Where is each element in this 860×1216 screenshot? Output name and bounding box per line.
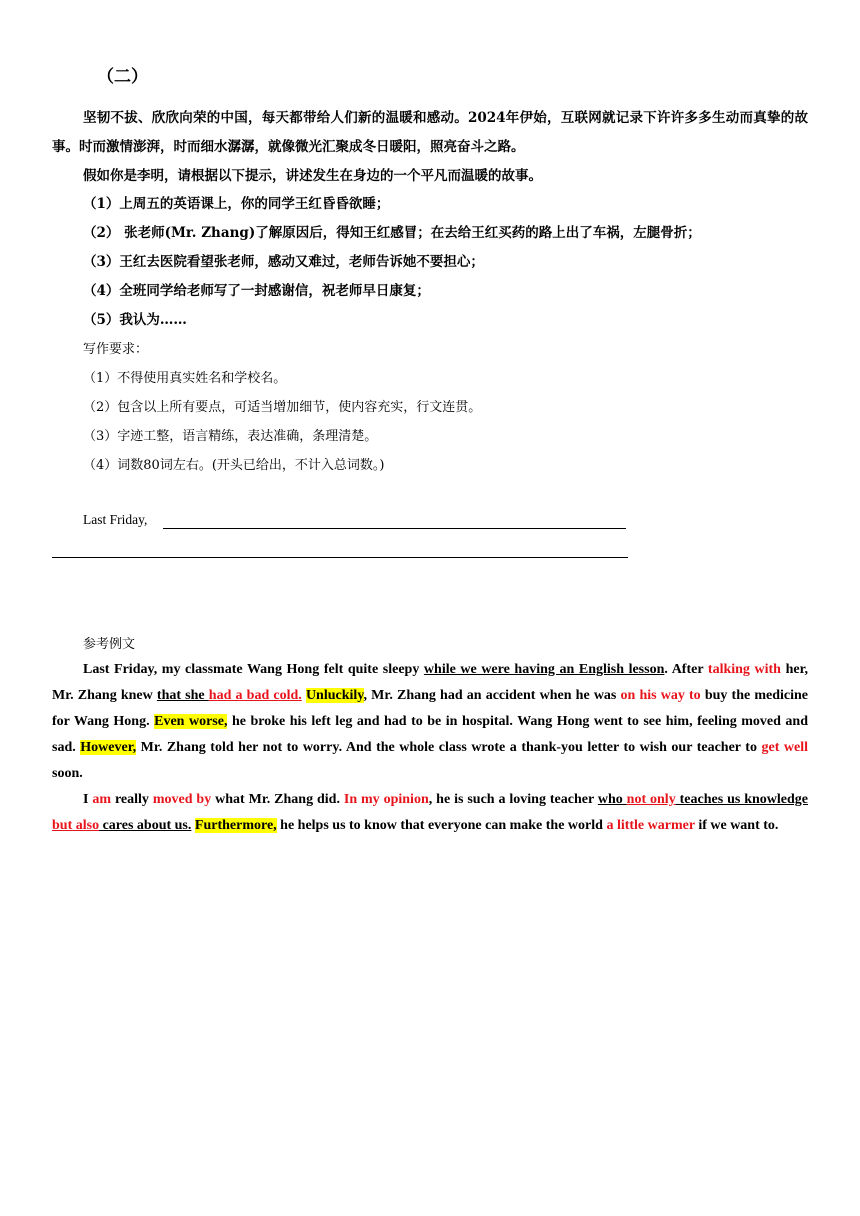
prompt-list	[83, 190, 803, 335]
essay-text: what Mr. Zhang did.	[211, 792, 344, 807]
section-title: （二）	[97, 67, 148, 87]
key-phrase: In my opinion	[343, 792, 429, 807]
prompt-item: （2） 张老师(Mr. Zhang)了解原因后，得知王红感冒；在去给王红买药的路上出了车祸，左腿骨折；	[83, 225, 701, 241]
essay-text: soon.	[52, 766, 83, 781]
highlighted-transition: Even worse,	[154, 714, 228, 729]
answer-line-2	[52, 557, 628, 558]
essay-text: he broke his left leg and had to be in hospital. Wang Hong went to see him, feeling moved and sad.	[52, 714, 809, 755]
underlined-clause: who	[597, 792, 627, 807]
underlined-clause: while we were having an English lesson	[423, 662, 665, 677]
essay-text: I	[83, 792, 93, 807]
essay-text: really	[111, 792, 153, 807]
intro-paragraph-2: 假如你是李明，请根据以下提示，讲述发生在身边的一个平凡而温暖的故事。	[83, 168, 542, 184]
prompt-item: （3）王红去医院看望张老师，感动又难过，老师告诉她不要担心；	[83, 254, 484, 270]
answer-line-1	[163, 528, 626, 529]
essay-text: he helps us to know that everyone can make the world	[276, 818, 607, 833]
key-phrase: a little warmer	[606, 818, 695, 833]
essay-text: Mr. Zhang told her not to worry. And the whole class wrote a thank-you letter to wish our teacher to	[136, 740, 762, 755]
key-phrase-underlined: not only	[626, 792, 676, 807]
requirement-item: （2）包含以上所有要点，可适当增加细节，使内容充实，行文连贯。	[83, 400, 482, 415]
prompt-item: （5）我认为……	[83, 312, 187, 328]
key-phrase-underlined: but also	[52, 818, 100, 833]
writing-requirements	[83, 335, 803, 480]
prompt-item: （1）上周五的英语课上，你的同学王红昏昏欲睡；	[83, 196, 390, 212]
essay-start-prompt: Last Friday,	[83, 512, 148, 527]
key-phrase: get well	[761, 740, 809, 755]
requirement-item: （4）词数80词左右。(开头已给出，不计入总词数。)	[83, 458, 385, 473]
task-introduction	[52, 104, 808, 191]
key-phrase-underlined: had a bad cold.	[208, 688, 302, 703]
highlighted-transition: However,	[80, 740, 137, 755]
essay-text: , Mr. Zhang had an accident when he was	[363, 688, 621, 703]
essay-text: Last Friday, my classmate Wang Hong felt quite sleepy	[83, 662, 424, 677]
key-phrase: moved by	[152, 792, 212, 807]
prompt-item: （4）全班同学给老师写了一封感谢信，祝老师早日康复；	[83, 283, 430, 299]
essay-text: , he is such a loving teacher	[428, 792, 598, 807]
essay-text: buy the medicine for Wang Hong.	[52, 688, 809, 729]
essay-text: her, Mr. Zhang knew	[52, 662, 808, 703]
underlined-clause: teaches us knowledge	[675, 792, 809, 807]
key-phrase: am	[92, 792, 112, 807]
requirement-item: （1）不得使用真实姓名和学校名。	[83, 371, 287, 386]
key-phrase: talking with	[707, 662, 781, 677]
underlined-clause: cares about us.	[99, 818, 192, 833]
essay-paragraph-1	[52, 657, 808, 787]
highlighted-transition: Unluckily	[305, 688, 364, 703]
highlighted-transition: Furthermore,	[194, 818, 277, 833]
intro-paragraph-1: 坚韧不拔、欣欣向荣的中国，每天都带给人们新的温暖和感动。2024年伊始，互联网就记录下许许多多生动而真挚的故事。时而激情澎湃，时而细水潺潺，就像微光汇聚成冬日暖阳，照亮奋斗之路。	[52, 110, 808, 155]
essay-text: . After	[664, 662, 708, 677]
reference-essay	[52, 657, 808, 839]
requirements-title: 写作要求：	[83, 342, 149, 357]
reference-title: 参考例文	[83, 637, 136, 652]
underlined-clause: that she	[156, 688, 209, 703]
essay-paragraph-2	[52, 787, 808, 839]
requirement-item: （3）字迹工整，语言精练，表达准确，条理清楚。	[83, 429, 378, 444]
essay-text: if we want to.	[694, 818, 779, 833]
key-phrase: on his way to	[620, 688, 701, 703]
